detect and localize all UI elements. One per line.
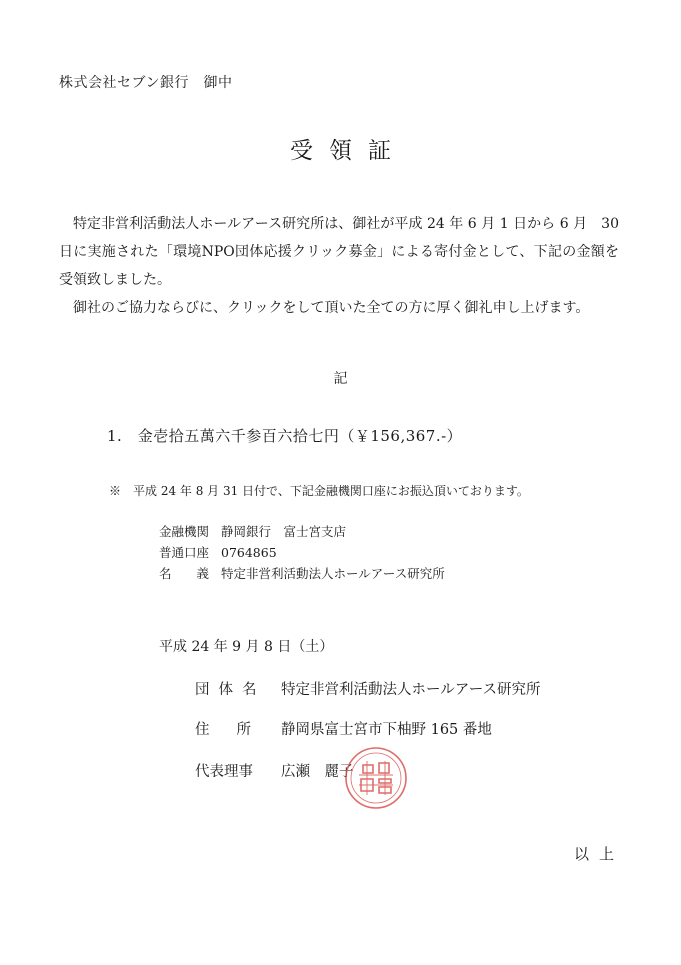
bank-institution-value: 静岡銀行 富士宮支店 bbox=[221, 524, 347, 539]
org-address-value: 静岡県富士宮市下柚野 165 番地 bbox=[281, 722, 492, 738]
ki-heading: 記 bbox=[333, 371, 348, 387]
org-name-label: 団体名 bbox=[195, 682, 266, 698]
bank-account-label: 普通口座 bbox=[159, 545, 210, 560]
bank-name-row bbox=[159, 564, 445, 582]
org-rep-row bbox=[195, 760, 354, 781]
transfer-note: ※ 平成 24 年 8 月 31 日付で、下記金融機関口座にお振込頂いております。 bbox=[109, 484, 529, 498]
issue-date: 平成 24 年 9 月 8 日（土） bbox=[159, 639, 334, 655]
bank-institution-label: 金融機関 bbox=[159, 524, 210, 539]
bank-account-value: 0764865 bbox=[221, 545, 277, 560]
body-text bbox=[59, 210, 633, 322]
document-title: 受領証 bbox=[290, 138, 407, 164]
amount-line: 1. 金壱拾五萬六千参百六拾七円（￥156,367.-） bbox=[107, 427, 463, 445]
closing-mark: 以上 bbox=[574, 845, 625, 863]
org-rep-value: 広瀬 麗子 bbox=[281, 764, 354, 780]
bank-name-value: 特定非営利活動法人ホールアース研究所 bbox=[221, 566, 445, 581]
bank-name-label: 名義 bbox=[159, 566, 235, 581]
bank-account-row bbox=[159, 543, 277, 561]
seal-stamp-icon bbox=[343, 745, 409, 811]
org-address-label: 住所 bbox=[195, 722, 278, 738]
org-rep-label: 代表理事 bbox=[195, 764, 253, 780]
bank-institution-row bbox=[159, 522, 346, 540]
paragraph-2: 御社のご協力ならびに、クリックをして頂いた全ての方に厚く御礼申し上げます。 bbox=[73, 300, 590, 316]
org-name-value: 特定非営利活動法人ホールアース研究所 bbox=[281, 682, 541, 698]
paragraph-1: 特定非営利活動法人ホールアース研究所は、御社が平成 24 年 6 月 1 日から 6 月 30 日に実施された「環境NPO団体応援クリック募金」による寄付金として、下記の金額を受領致しました。 bbox=[59, 216, 633, 288]
org-name-row bbox=[195, 678, 541, 699]
org-address-row bbox=[195, 718, 492, 739]
addressee: 株式会社セブン銀行 御中 bbox=[59, 75, 233, 91]
